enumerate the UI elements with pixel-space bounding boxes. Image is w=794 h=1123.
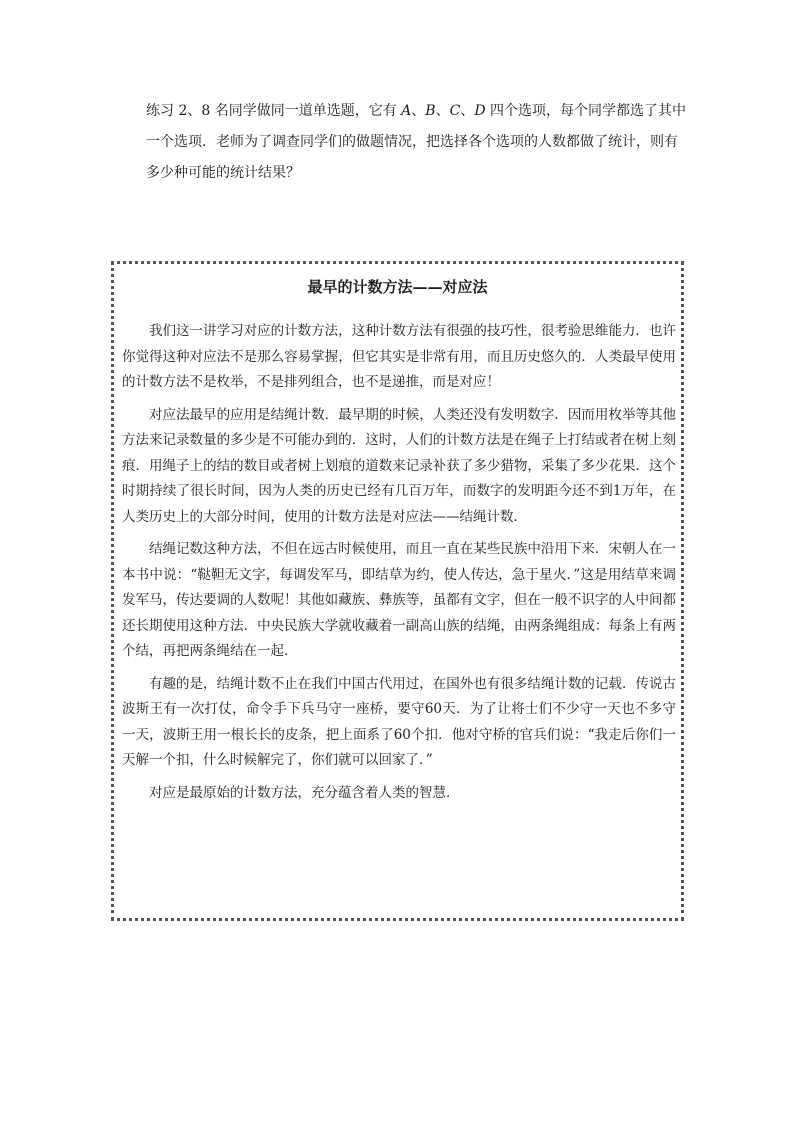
option-d: D — [474, 103, 486, 119]
box-body — [122, 319, 676, 813]
option-a: A — [401, 103, 412, 119]
paragraph: 对应是最原始的计数方法，充分蕴含着人类的智慧． — [149, 784, 460, 801]
exercise-text-part2: 四个选项，每个同学都选了其中一个选项．老师为了调查同学们的做题情况，把选择各个选项的人数都做了统计，则有多少种可能的统计结果？ — [146, 103, 686, 181]
paragraph: 有趣的是，结绳计数不止在我们中国古代用过，在国外也有很多结绳计数的记载．传说古波斯王有一次打仗，命令手下兵马守一座桥，要守60天．为了让将士们不少守一天也不多守一天，波斯王用一根长长的皮条，把上面系了60个扣．他对守桥的官兵们说：“我走后你们一天解一个扣，什么时候解完了，你们就可以回家了．” — [122, 675, 676, 768]
exercise-text-part1: 练习 2、8 名同学做同一道单选题，它有 — [146, 103, 402, 119]
option-b: B — [425, 103, 436, 119]
reading-box — [111, 261, 684, 921]
option-c: C — [449, 103, 461, 119]
paragraph: 我们这一讲学习对应的计数方法，这种计数方法有很强的技巧性，很考验思维能力．也许你觉得这种对应法不是那么容易掌握，但它其实是非常有用，而且历史悠久的．人类最早使用的计数方法不是枚举，不是排列组合，也不是递推，而是对应！ — [122, 323, 676, 390]
separator: 、 — [460, 103, 475, 119]
box-title: 最早的计数方法——对应法 — [307, 278, 488, 296]
separator: 、 — [435, 103, 450, 119]
separator: 、 — [411, 103, 426, 119]
paragraph: 结绳记数这种方法，不但在远古时候使用，而且一直在某些民族中沿用下来．宋朝人在一本书中说：“鞑靼无文字，每调发军马，即结草为约，使人传达，急于星火．”这是用结草来调发军马，传达要调的人数呢！其他如藏族、彝族等，虽都有文字，但在一般不识字的人中间都还长期使用这种方法．中央民族大学就收藏着一副高山族的结绳，由两条绳组成：每条上有两个结，再把两条绳结在一起． — [122, 541, 676, 659]
paragraph: 对应法最早的应用是结绳计数．最早期的时候，人类还没有发明数字．因而用枚举等其他方法来记录数量的多少是不可能办到的．这时，人们的计数方法是在绳子上打结或者在树上刻痕．用绳子上的结的数目或者树上划痕的道数来记录补获了多少猎物，采集了多少花果．这个时期持续了很长时间，因为人类的历史已经有几百万年，而数字的发明距今还不到1万年，在人类历史上的大部分时间，使用的计数方法是对应法——结绳计数． — [122, 406, 676, 525]
exercise-problem — [146, 96, 686, 189]
